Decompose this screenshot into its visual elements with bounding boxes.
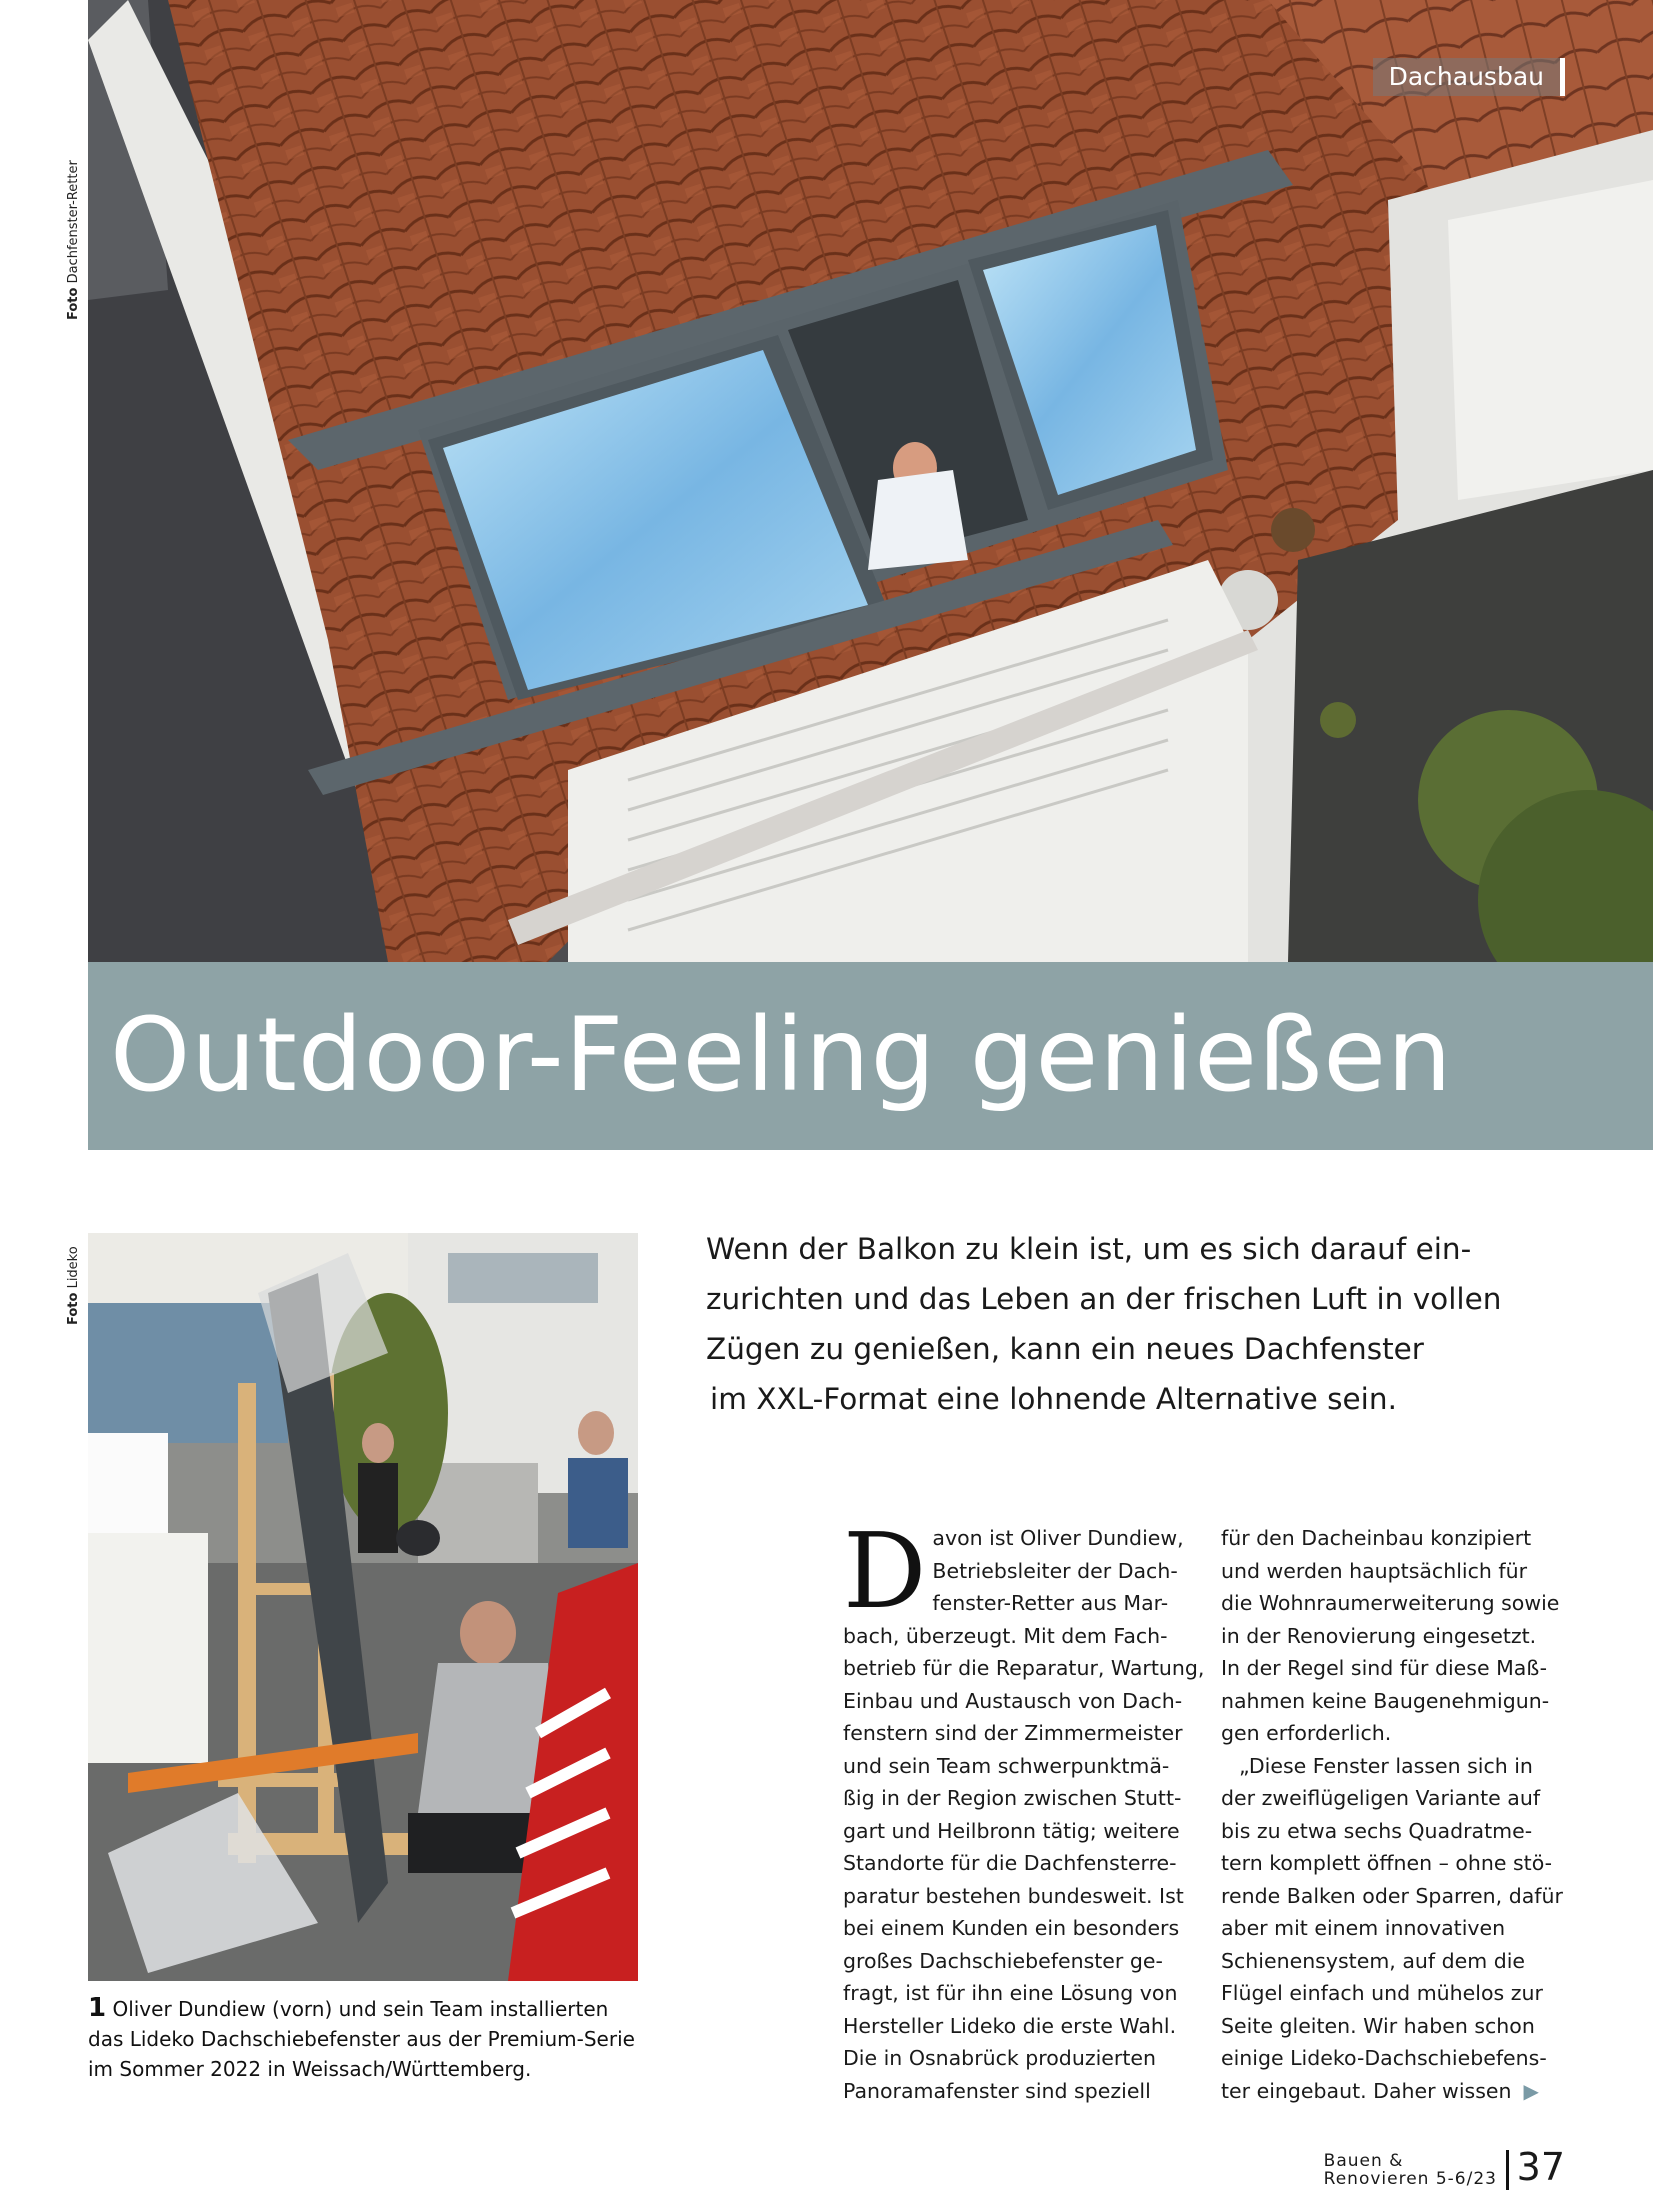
body-line: Seite gleiten. Wir haben schon: [1221, 2013, 1535, 2038]
magazine-name: [1324, 2152, 1497, 2188]
body-line: tern komplett öffnen – ohne stö-: [1221, 1851, 1553, 1875]
body-line: bach, überzeugt. Mit dem Fach-: [843, 1623, 1168, 1648]
hero-photo: [88, 0, 1653, 962]
lead-line: im XXL-Format eine lohnende Alternative sein.: [710, 1382, 1397, 1416]
body-line: gen erforderlich.: [1221, 1721, 1392, 1745]
body-line: Hersteller Lideko die erste Wahl.: [843, 2013, 1177, 2038]
body-line: ßig in der Region zwischen Stutt-: [843, 1786, 1182, 1810]
body-line: nahmen keine Baugenehmigun-: [1221, 1688, 1550, 1713]
photo-credit-top: Foto Dachfenster-Retter: [66, 160, 81, 320]
magazine-line-2: Renovieren 5-6/23: [1323, 2169, 1497, 2189]
body-line: für den Dacheinbau konzipiert: [1221, 1526, 1532, 1550]
body-line: die Wohnraumerweiterung sowie: [1221, 1591, 1560, 1615]
lead-line: Zügen zu genießen, kann ein neues Dachfenster: [706, 1332, 1424, 1366]
caption-text: Oliver Dundiew (vorn) und sein Team installierten das Lideko Dachschiebefenster aus der Premium-Serie im Sommer 2022 in Weissach/Württemberg.: [88, 1997, 635, 2081]
play-arrow-icon: ▶: [1523, 2078, 1539, 2103]
section-rubric: Dachausbau: [1373, 58, 1565, 96]
title-band: [88, 962, 1653, 1150]
body-line: rende Balken oder Sparren, dafür: [1221, 1883, 1563, 1908]
body-line: Flügel einfach und mühelos zur: [1221, 1981, 1543, 2005]
installation-photo: [88, 1233, 638, 1981]
body-line: und werden hauptsächlich für: [1221, 1558, 1528, 1583]
photo-credit-lideko: Foto Lideko: [66, 1246, 81, 1325]
body-line: fenstern sind der Zimmermeister: [843, 1721, 1183, 1745]
lead-line: zurichten und das Leben an der frischen Luft in vollen: [706, 1282, 1502, 1316]
photo-caption: [88, 1993, 648, 2084]
body-line: der zweiflügeligen Variante auf: [1221, 1786, 1541, 1810]
body-line: fragt, ist für ihn eine Lösung von: [843, 1981, 1178, 2005]
body-line: Die in Osnabrück produzierten: [843, 2046, 1156, 2070]
body-line: fenster-Retter aus Mar-: [932, 1591, 1169, 1615]
installation-team-image: [88, 1233, 638, 1981]
body-column-2: [1221, 1522, 1583, 2107]
caption-number: 1: [88, 1993, 107, 2023]
body-line: betrieb für die Reparatur, Wartung,: [843, 1656, 1205, 1680]
body-line: Einbau und Austausch von Dach-: [843, 1688, 1183, 1713]
issue-number: 5-6/23: [1435, 2169, 1497, 2189]
body-line: aber mit einem innovativen: [1221, 1916, 1506, 1940]
body-line: in der Renovierung eingesetzt.: [1221, 1623, 1537, 1648]
body-line-text: ter eingebaut. Daher wissen: [1221, 2078, 1512, 2103]
lead-line: Wenn der Balkon zu klein ist, um es sich darauf ein-: [706, 1232, 1472, 1266]
lead-paragraph: [706, 1224, 1586, 1424]
body-line: gart und Heilbronn tätig; weitere: [843, 1818, 1180, 1843]
body-line: bis zu etwa sechs Quadratme-: [1221, 1818, 1533, 1843]
page-number: 37: [1516, 2145, 1565, 2189]
body-line: paratur bestehen bundesweit. Ist: [843, 1883, 1184, 1908]
body-line: avon ist Oliver Dundiew,: [932, 1526, 1184, 1550]
magazine-line-1: Bauen &: [1323, 2151, 1404, 2171]
body-line: bei einem Kunden ein besonders: [843, 1916, 1180, 1940]
body-line: In der Regel sind für diese Maß-: [1221, 1656, 1548, 1680]
body-line: Standorte für die Dachfensterre-: [843, 1851, 1177, 1875]
page-divider: [1506, 2150, 1509, 2190]
body-column-1: [843, 1510, 1205, 2107]
roof-window-aerial-image: [88, 0, 1653, 962]
article-title: Outdoor-Feeling genießen: [110, 996, 1453, 1115]
body-line: und sein Team schwerpunktmä-: [843, 1753, 1170, 1778]
body-line: einige Lideko-Dachschiebefens-: [1221, 2046, 1547, 2070]
body-line: Panoramafenster sind speziell: [843, 2078, 1151, 2103]
body-line-last: [1221, 2075, 1583, 2108]
body-line: „Diese Fenster lassen sich in: [1239, 1753, 1533, 1778]
body-line: Betriebsleiter der Dach-: [932, 1558, 1178, 1583]
body-line: großes Dachschiebefenster ge-: [843, 1948, 1163, 1973]
drop-cap: D: [843, 1510, 927, 1632]
body-line: Schienensystem, auf dem die: [1221, 1948, 1526, 1973]
